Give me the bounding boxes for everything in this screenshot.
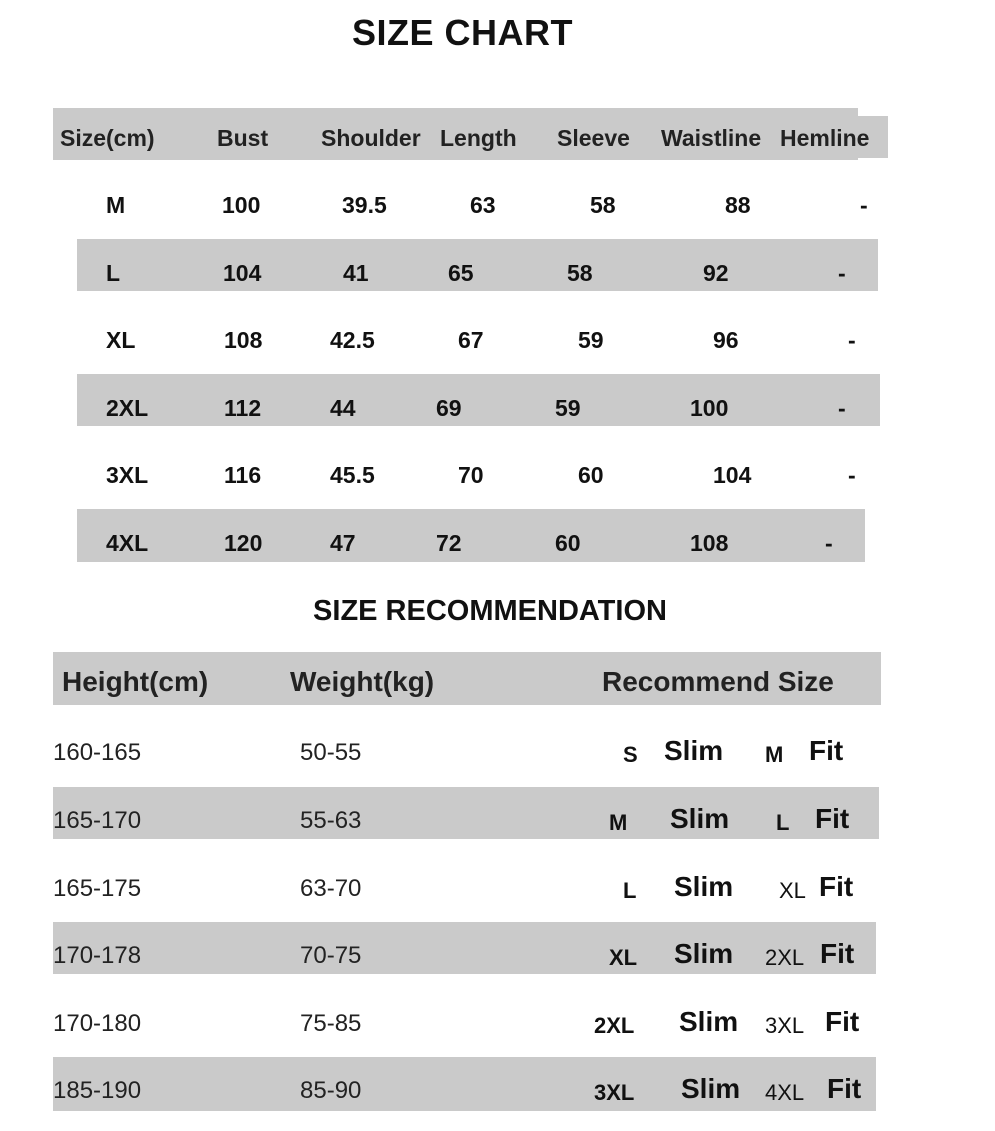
fit-size-cell: XL [779, 878, 806, 903]
waistline-cell: 100 [690, 395, 729, 421]
fit-size-cell: 2XL [765, 945, 805, 970]
recommendation-row-band [53, 787, 879, 839]
header-weight: Weight(kg) [290, 666, 435, 697]
waistline-cell: 108 [690, 530, 729, 556]
hemline-cell: - [848, 462, 856, 488]
height-cell: 185-190 [53, 1077, 142, 1104]
waistline-cell: 88 [725, 192, 751, 218]
hemline-cell: - [848, 327, 856, 353]
shoulder-cell: 42.5 [330, 327, 375, 353]
header-recommend-size: Recommend Size [602, 666, 834, 697]
slim-size-cell: L [623, 878, 637, 903]
fit-size-cell: 3XL [765, 1013, 805, 1038]
size-cell: 3XL [106, 462, 149, 488]
weight-cell: 70-75 [300, 942, 362, 969]
shoulder-cell: 39.5 [342, 192, 387, 218]
bust-cell: 120 [224, 530, 263, 556]
sleeve-cell: 60 [578, 462, 604, 488]
bust-cell: 100 [222, 192, 261, 218]
bust-cell: 116 [224, 462, 262, 488]
hemline-cell: - [838, 395, 846, 421]
header-waistline: Waistline [661, 125, 762, 151]
length-cell: 72 [436, 530, 462, 556]
size-cell: 2XL [106, 395, 149, 421]
height-cell: 160-165 [53, 739, 142, 766]
bust-cell: 104 [223, 260, 262, 286]
hemline-cell: - [838, 260, 846, 286]
header-sleeve: Sleeve [557, 125, 630, 151]
sleeve-cell: 58 [590, 192, 616, 218]
sleeve-cell: 59 [555, 395, 581, 421]
fit-label: Fit [825, 1006, 860, 1037]
fit-label: Fit [827, 1073, 862, 1104]
slim-label: Slim [679, 1006, 739, 1037]
slim-label: Slim [674, 871, 734, 902]
size-cell: XL [106, 327, 136, 353]
header-hemline: Hemline [780, 125, 870, 151]
shoulder-cell: 45.5 [330, 462, 375, 488]
size-cell: M [106, 192, 126, 218]
fit-size-cell: L [776, 810, 790, 835]
header-size: Size(cm) [60, 125, 155, 151]
fit-label: Fit [809, 735, 844, 766]
hemline-cell: - [860, 192, 868, 218]
size-chart-row-band [77, 509, 865, 562]
height-cell: 170-180 [53, 1010, 142, 1037]
header-length: Length [440, 125, 517, 151]
weight-cell: 75-85 [300, 1010, 362, 1037]
size-chart-row-band [77, 374, 880, 426]
bust-cell: 112 [224, 395, 262, 421]
header-bust: Bust [217, 125, 269, 151]
size-cell: L [106, 260, 121, 286]
slim-size-cell: 2XL [594, 1013, 635, 1038]
recommendation-row-band [53, 1057, 876, 1111]
height-cell: 165-175 [53, 875, 142, 902]
slim-label: Slim [664, 735, 724, 766]
waistline-cell: 92 [703, 260, 729, 286]
weight-cell: 55-63 [300, 807, 362, 834]
slim-size-cell: XL [609, 945, 638, 970]
header-height: Height(cm) [62, 666, 209, 697]
shoulder-cell: 47 [330, 530, 356, 556]
sleeve-cell: 58 [567, 260, 593, 286]
slim-label: Slim [670, 803, 730, 834]
slim-label: Slim [674, 938, 734, 969]
recommendation-row-band [53, 922, 876, 974]
fit-size-cell: M [765, 742, 784, 767]
fit-label: Fit [820, 938, 855, 969]
length-cell: 69 [436, 395, 462, 421]
slim-size-cell: S [623, 742, 638, 767]
weight-cell: 50-55 [300, 739, 362, 766]
weight-cell: 85-90 [300, 1077, 362, 1104]
fit-label: Fit [815, 803, 850, 834]
bust-cell: 108 [224, 327, 263, 353]
height-cell: 165-170 [53, 807, 142, 834]
waistline-cell: 96 [713, 327, 739, 353]
fit-label: Fit [819, 871, 854, 902]
shoulder-cell: 41 [343, 260, 369, 286]
size-chart-row-band [77, 239, 878, 291]
length-cell: 63 [470, 192, 496, 218]
fit-size-cell: 4XL [765, 1080, 805, 1105]
slim-size-cell: M [609, 810, 628, 835]
size-recommendation-title: SIZE RECOMMENDATION [313, 595, 667, 627]
slim-size-cell: 3XL [594, 1080, 635, 1105]
size-cell: 4XL [106, 530, 149, 556]
sleeve-cell: 59 [578, 327, 604, 353]
hemline-cell: - [825, 530, 833, 556]
length-cell: 70 [458, 462, 484, 488]
slim-label: Slim [681, 1073, 741, 1104]
size-chart-title: SIZE CHART [352, 12, 573, 53]
waistline-cell: 104 [713, 462, 752, 488]
height-cell: 170-178 [53, 942, 142, 969]
header-shoulder: Shoulder [321, 125, 421, 151]
shoulder-cell: 44 [330, 395, 356, 421]
length-cell: 67 [458, 327, 484, 353]
sleeve-cell: 60 [555, 530, 581, 556]
weight-cell: 63-70 [300, 875, 362, 902]
length-cell: 65 [448, 260, 474, 286]
